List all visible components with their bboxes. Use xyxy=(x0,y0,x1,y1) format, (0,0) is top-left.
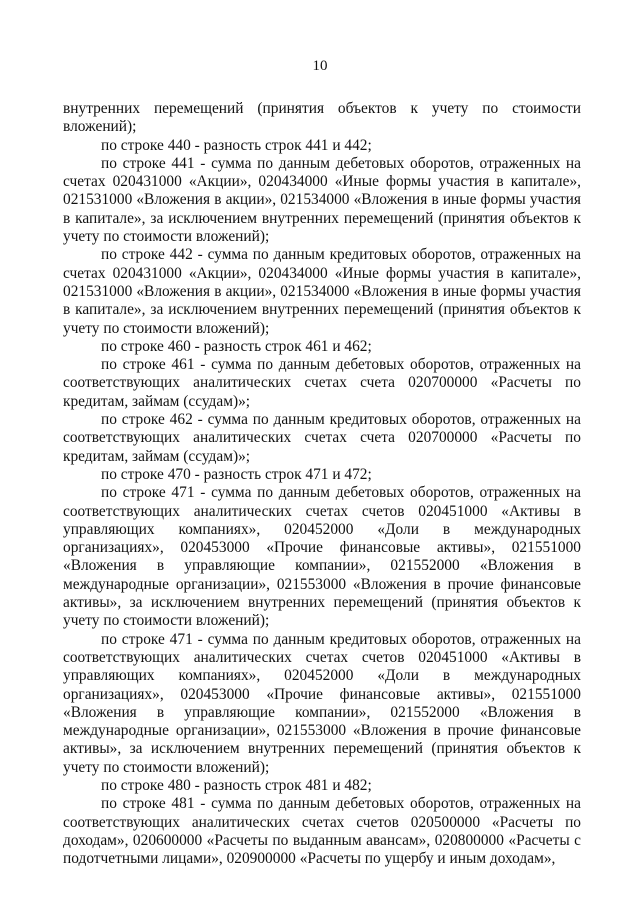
paragraph: по строке 470 - разность строк 471 и 472; xyxy=(101,465,372,483)
paragraph: по строке 460 - разность строк 461 и 462; xyxy=(101,337,372,355)
paragraph: по строке 461 - сумма по данным дебетовых оборотов, отраженных на соответствующих аналитических счетах счета 020700000 «Расчеты по кредитам, займам (ссудам)»; xyxy=(63,356,581,410)
paragraph: по строке 462 - сумма по данным кредитовых оборотов, отраженных на соответствующих аналитических счетах счета 020700000 «Расчеты по кредитам, займам (ссудам)»; xyxy=(63,411,581,465)
paragraph: по строке 481 - сумма по данным дебетовых оборотов, отраженных на соответствующих аналитических счетах счетов 020500000 «Расчеты по доходам», 020600000 «Расчеты по выданным авансам», 020800000 «Расчеты с подотчетными лицами», 020900000 «Расчеты по ущербу и иным доходам», xyxy=(63,795,581,868)
paragraph: внутренних перемещений (принятия объектов к учету по стоимости вложений); xyxy=(63,100,581,136)
page-number: 10 xyxy=(312,58,328,74)
paragraph: по строке 471 - сумма по данным кредитовых оборотов, отраженных на соответствующих аналитических счетах счетов 020451000 «Активы в управляющих компаниях», 020452000 «Доли в международных организациях», 020453000 «Прочие финансовые активы», 021551000 «Вложения в управляющие компании», 021552000 «Вложения в международные организации», 021553000 «Вложения в прочие финансовые активы», за исключением внутренних перемещений (принятия объектов к учету по стоимости вложений); xyxy=(63,630,581,776)
document-body xyxy=(63,100,581,868)
paragraph: по строке 441 - сумма по данным дебетовых оборотов, отраженных на счетах 020431000 «Акции», 020434000 «Иные формы участия в капитале», 021531000 «Вложения в акции», 021534000 «Вложения в иные формы участия в капитале», за исключением внутренних перемещений (принятия объектов к учету по стоимости вложений); xyxy=(63,154,581,246)
paragraph: по строке 442 - сумма по данным кредитовых оборотов, отраженных на счетах 020431000 «Акции», 020434000 «Иные формы участия в капитале», 021531000 «Вложения в акции», 021534000 «Вложения в иные формы участия в капитале», за исключением внутренних перемещений (принятия объектов к учету по стоимости вложений); xyxy=(63,246,581,337)
paragraph: по строке 471 - сумма по данным дебетовых оборотов, отраженных на соответствующих аналитических счетах счетов 020451000 «Активы в управляющих компаниях», 020452000 «Доли в международных организациях», 020453000 «Прочие финансовые активы», 021551000 «Вложения в управляющие компании», 021552000 «Вложения в международные организации», 021553000 «Вложения в прочие финансовые активы», за исключением внутренних перемещений (принятия объектов к учету по стоимости вложений); xyxy=(63,484,581,630)
paragraph: по строке 440 - разность строк 441 и 442; xyxy=(101,136,372,154)
paragraph: по строке 480 - разность строк 481 и 482; xyxy=(101,776,372,794)
